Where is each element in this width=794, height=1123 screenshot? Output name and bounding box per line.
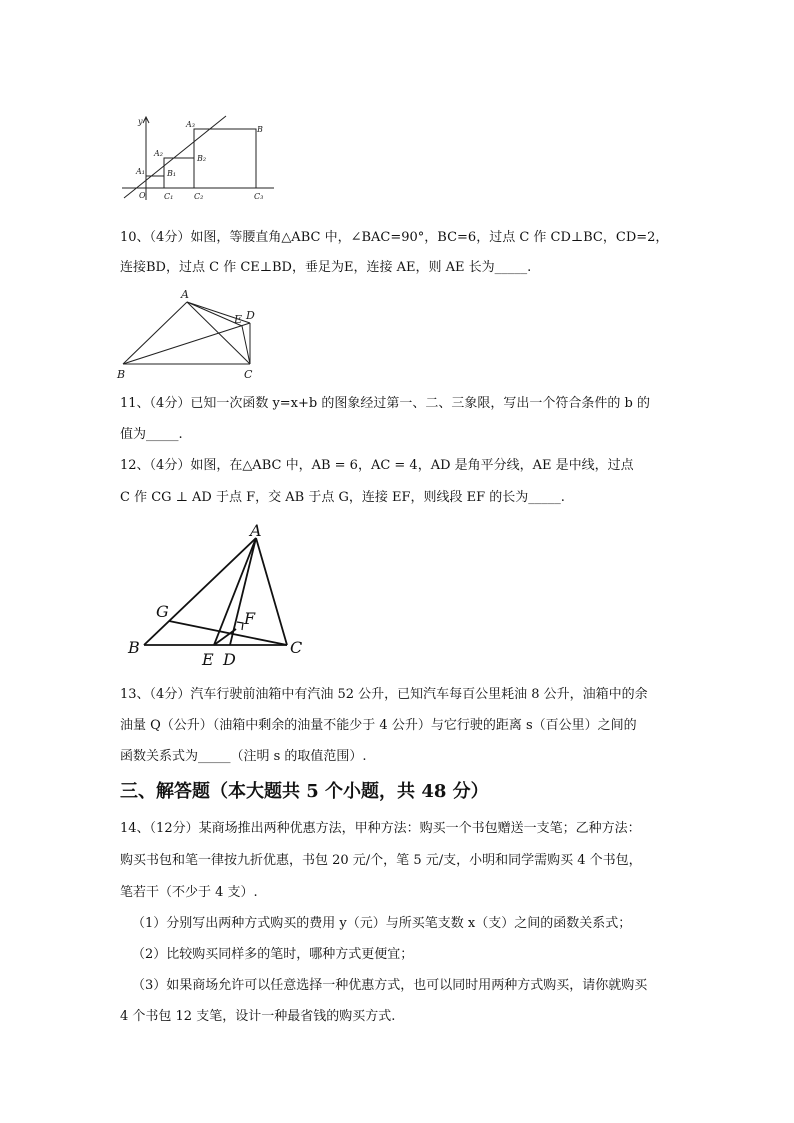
q10-label-e: E [234, 313, 243, 326]
label-a3: A₃ [186, 120, 195, 129]
q10-label-a: A [181, 288, 189, 301]
q14-line-1: 14、（12分）某商场推出两种优惠方法，甲种方法：购买一个书包赠送一支笔；乙种方法： [120, 821, 641, 836]
q12-label-e: E [202, 650, 214, 669]
q14-line-2: 购买书包和笔一律按九折优惠，书包 20 元/个，笔 5 元/支，小明和同学需购买 4 个书包， [120, 853, 642, 868]
q10-figure [115, 286, 265, 384]
q12-label-c: C [290, 638, 303, 657]
q12-label-d: D [223, 650, 236, 669]
label-b1: B₁ [167, 169, 177, 178]
label-c2: C₂ [194, 192, 204, 201]
q13-line-3: 函数关系式为_____（注明 s 的取值范围）. [120, 749, 367, 764]
q10-label-c: C [244, 368, 253, 381]
q11-line-2: 值为_____. [120, 427, 183, 442]
q12-label-b: B [128, 638, 140, 657]
section-3-heading: 三、解答题（本大题共 5 个小题，共 48 分） [120, 781, 489, 802]
q13-line-2: 油量 Q（公升）（油箱中剩余的油量不能少于 4 公升）与它行驶的距离 s（百公里）之间的 [120, 718, 637, 733]
q12-figure [122, 520, 312, 670]
q11-line-1: 11、（4分）已知一次函数 y=x+b 的图象经过第一、二、三象限，写出一个符合条件的 b 的 [120, 396, 650, 411]
q14-sub-3-line-2: 4 个书包 12 支笔，设计一种最省钱的购买方式. [120, 1009, 396, 1024]
q12-line-1: 12、（4分）如图，在△ABC 中，AB = 6，AC = 4，AD 是角平分线，AE 是中线，过点 [120, 458, 634, 473]
q12-label-g: G [156, 602, 169, 621]
label-c3: C₃ [254, 192, 264, 201]
label-b: B [257, 125, 263, 134]
q12-line-2: C 作 CG ⊥ AD 于点 F，交 AB 于点 G，连接 EF，则线段 EF 的长为_____. [120, 490, 565, 505]
q14-sub-3-line-1: （3）如果商场允许可以任意选择一种优惠方式，也可以同时用两种方式购买，请你就购买 [132, 978, 648, 993]
label-a1: A₁ [136, 167, 145, 176]
label-y: y [138, 117, 143, 126]
label-b2: B₂ [197, 154, 207, 163]
q10-label-d: D [246, 309, 255, 322]
q14-sub-1: （1）分别写出两种方式购买的费用 y（元）与所买笔支数 x（支）之间的函数关系式； [132, 916, 632, 931]
squares-figure [118, 112, 278, 204]
q14-line-3: 笔若干（不少于 4 支）. [120, 885, 258, 900]
label-c1: C₁ [164, 192, 174, 201]
label-o: O [139, 191, 146, 200]
q10-line-1: 10、（4分）如图，等腰直角△ABC 中，∠BAC=90°，BC=6，过点 C 作 CD⊥BC，CD=2， [120, 230, 669, 245]
q13-line-1: 13、（4分）汽车行驶前油箱中有汽油 52 公升，已知汽车每百公里耗油 8 公升，油箱中的余 [120, 687, 648, 702]
label-a2: A₂ [154, 149, 163, 158]
q12-label-a: A [250, 521, 262, 540]
q10-label-b: B [117, 368, 126, 381]
q12-label-f: F [244, 609, 256, 628]
q14-sub-2: （2）比较购买同样多的笔时，哪种方式更便宜； [132, 947, 414, 962]
q10-line-2: 连接BD，过点 C 作 CE⊥BD，垂足为E，连接 AE，则 AE 长为_____. [120, 260, 532, 275]
